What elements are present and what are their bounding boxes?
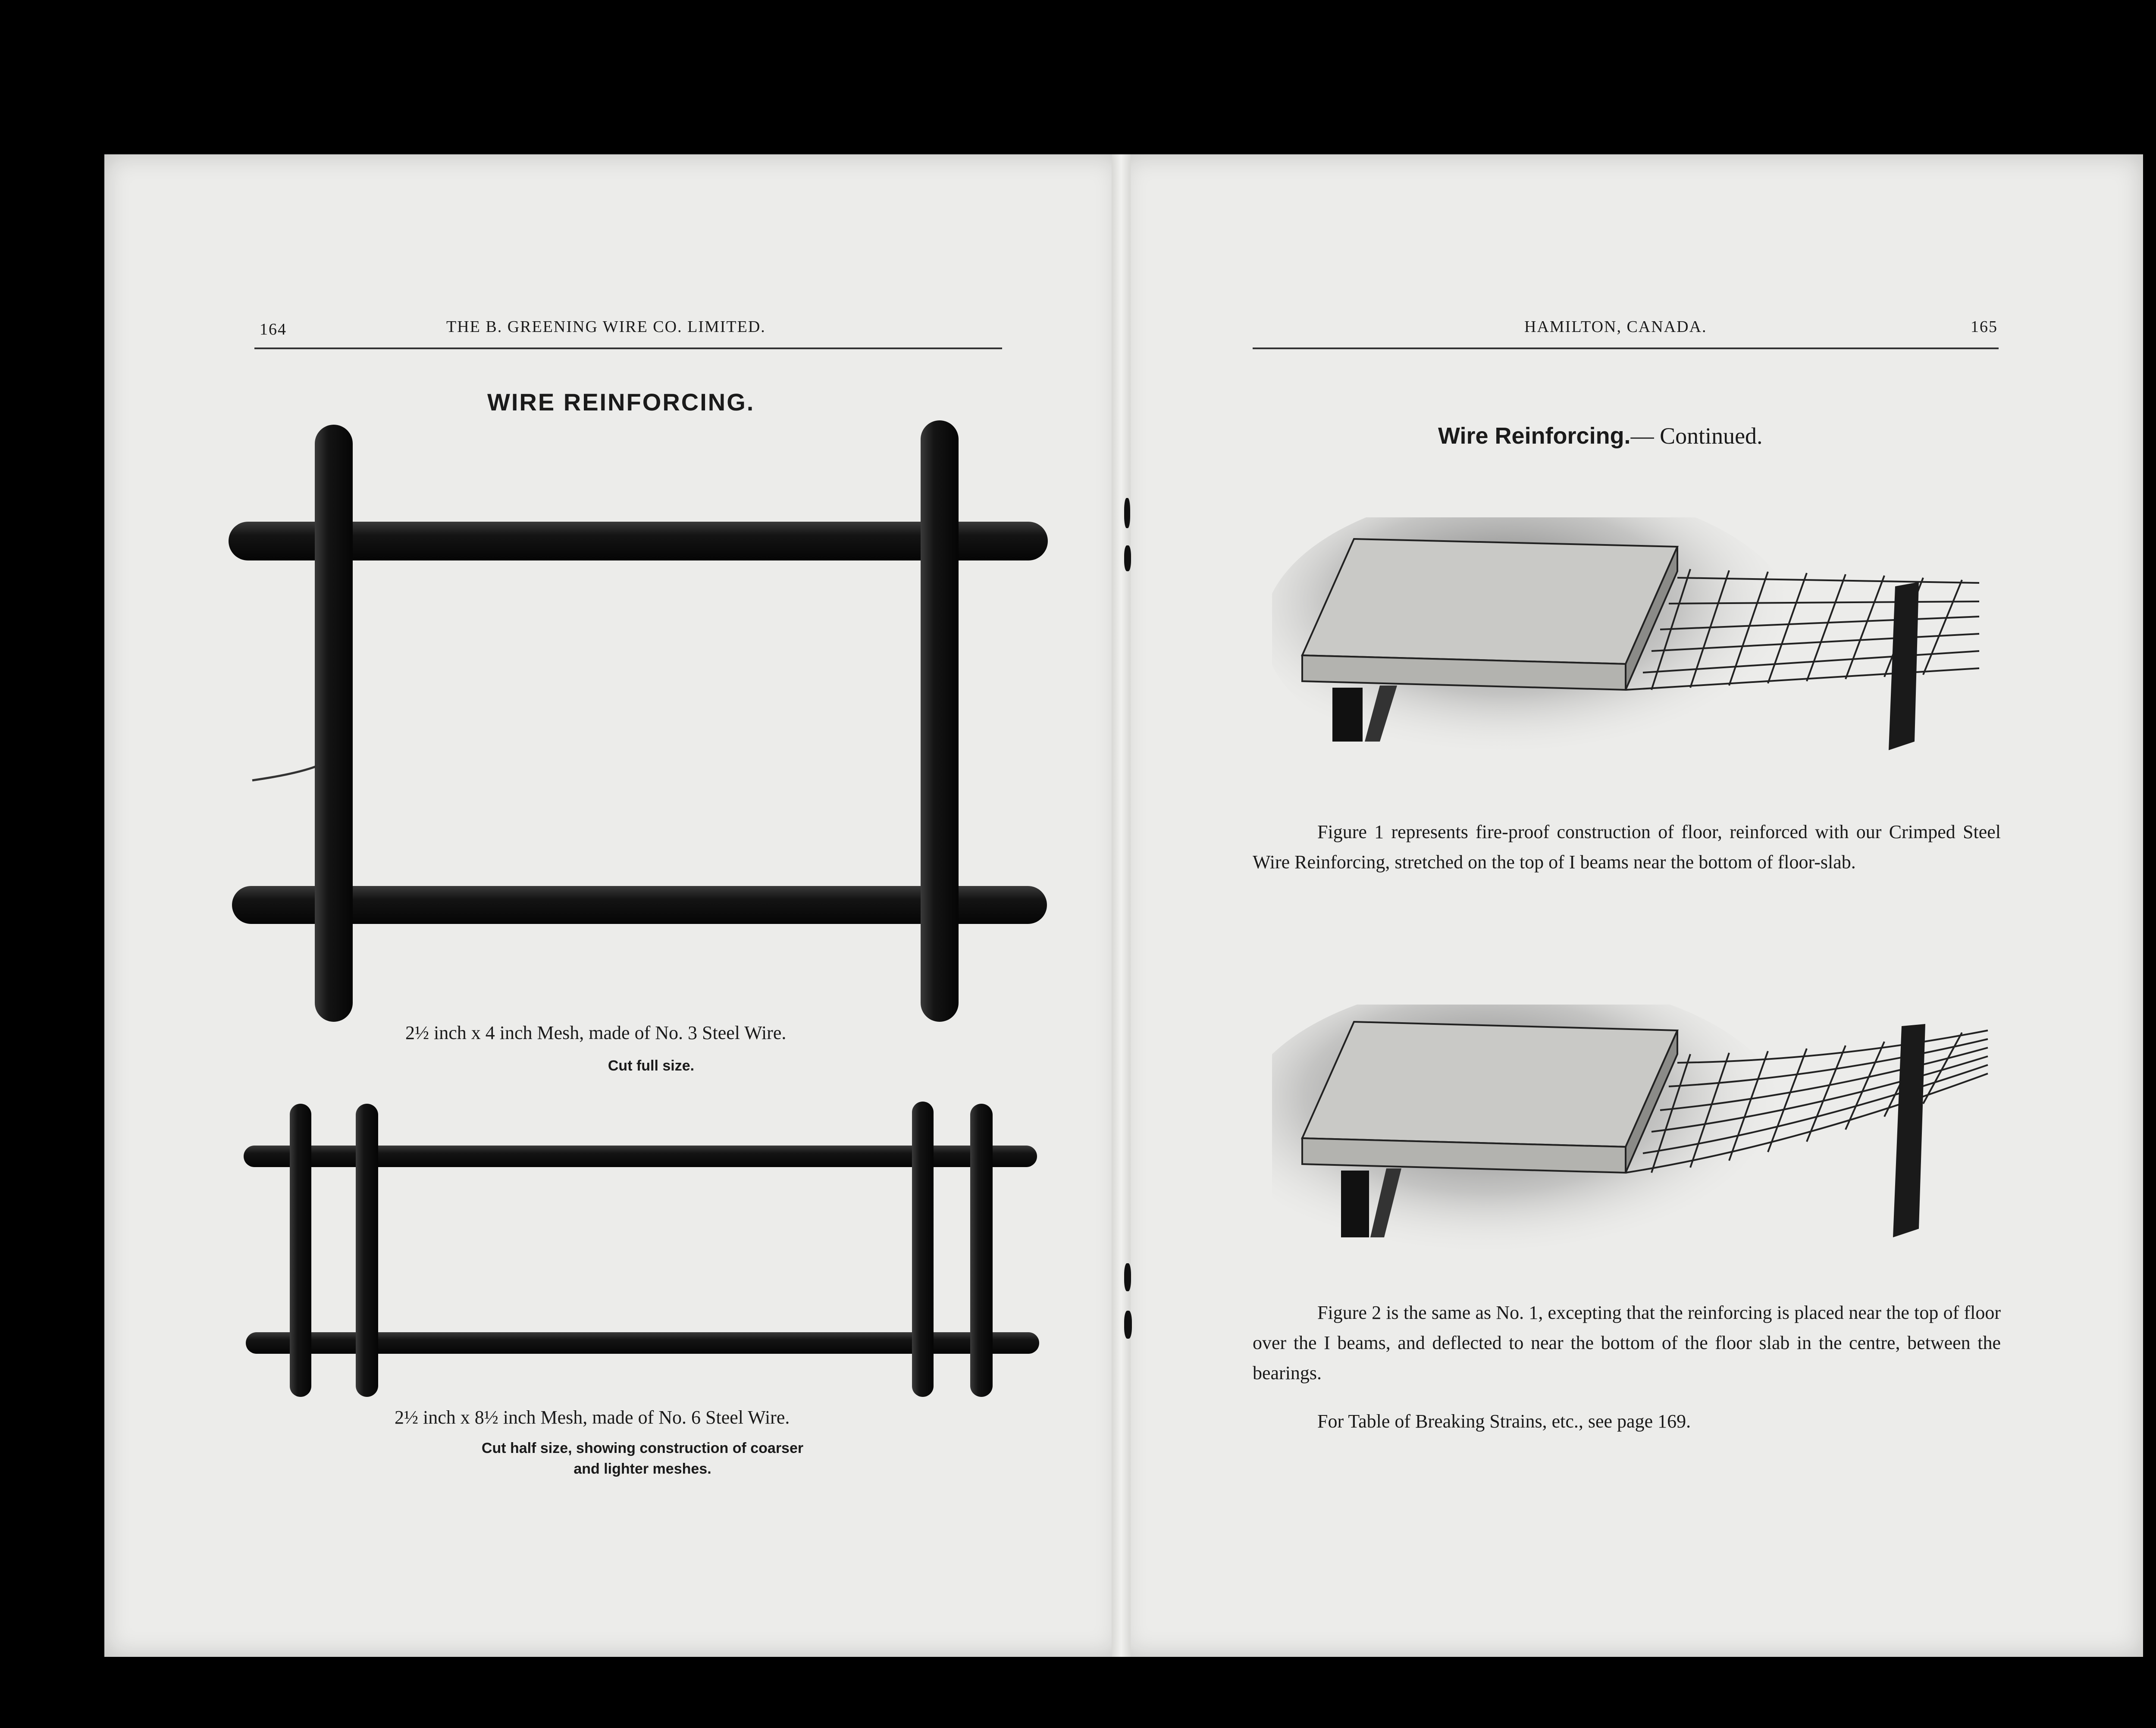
mesh2-subcaption-line1: Cut half size, showing construction of coarser [481, 1440, 804, 1456]
mesh2-subcaption-line2: and lighter meshes. [573, 1461, 711, 1477]
right-page-title [1438, 423, 1763, 449]
vertical-wire-3 [912, 1102, 934, 1397]
mesh1-subcaption: Cut full size. [608, 1058, 695, 1074]
mesh2-caption: 2½ inch x 8½ inch Mesh, made of No. 6 Steel Wire. [395, 1407, 790, 1428]
binding-mark [1124, 498, 1130, 528]
figure2-floor-construction [1272, 1005, 2005, 1272]
right-running-head: HAMILTON, CANADA. [1524, 318, 1707, 336]
right-title-rest: — Continued. [1630, 423, 1763, 449]
binding-mark [1124, 1311, 1132, 1339]
vertical-wire-2 [356, 1104, 378, 1397]
vertical-wire-1 [290, 1104, 311, 1397]
table-reference: For Table of Breaking Strains, etc., see page 169. [1317, 1411, 1691, 1432]
vertical-wire-right [921, 420, 959, 1022]
binding-mark [1124, 545, 1131, 571]
mesh1-caption: 2½ inch x 4 inch Mesh, made of No. 3 Steel Wire. [405, 1022, 787, 1043]
figure1-description: Figure 1 represents fire-proof construction of floor, reinforced with our Crimped Steel Wire Reinforcing, stretched on the top of I beams near the bottom of floor-slab. [1253, 821, 2001, 873]
vertical-wire-4 [970, 1104, 993, 1397]
mesh-full-size-illustration [224, 416, 1052, 1028]
right-header-rule [1253, 347, 1999, 349]
binding-mark [1124, 1263, 1131, 1291]
mesh-half-size-illustration [241, 1097, 1044, 1401]
left-header-rule [254, 347, 1002, 349]
mesh2-subcaption [423, 1438, 862, 1479]
figure2-description: Figure 2 is the same as No. 1, excepting that the reinforcing is placed near the top of floor over the I beams, and deflected to near the bottom of the floor slab in the centre, between the bearings. [1253, 1302, 2001, 1384]
right-page-number: 165 [1971, 318, 1998, 336]
figure1-floor-construction [1272, 517, 2005, 785]
left-running-head: THE B. GREENING WIRE CO. LIMITED. [446, 318, 766, 336]
left-page-title: WIRE REINFORCING. [487, 388, 755, 416]
left-page-number: 164 [260, 320, 287, 338]
right-title-bold: Wire Reinforcing. [1438, 423, 1631, 449]
book-gutter [1112, 154, 1131, 1657]
vertical-wire-left [315, 425, 353, 1022]
